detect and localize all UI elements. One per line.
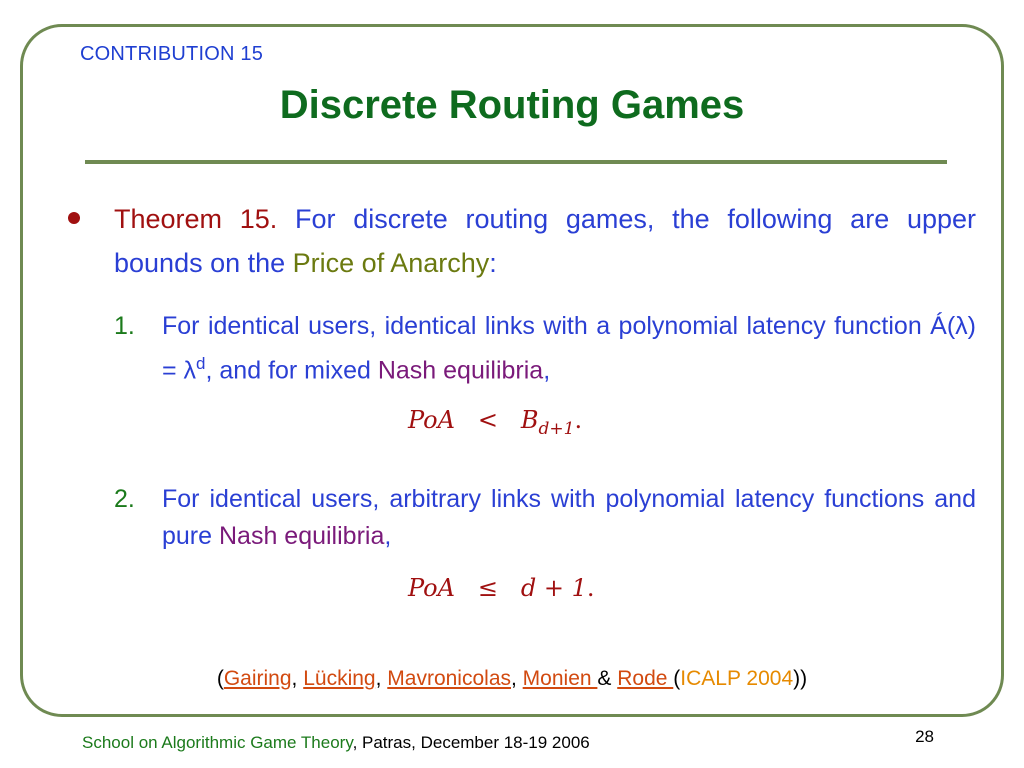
ref-close-paren: )) — [793, 667, 808, 690]
nash-equilibria-term: Nash equilibria — [377, 356, 544, 385]
references-line — [0, 667, 1024, 691]
formula-lhs: PoA — [408, 406, 455, 434]
price-of-anarchy-term: Price of Anarchy — [292, 248, 490, 278]
list-item — [114, 308, 976, 389]
author-link-monien[interactable]: Monien — [522, 667, 598, 690]
item-number: 1. — [114, 312, 135, 340]
page-number: 28 — [915, 727, 934, 746]
nash-equilibria-term: Nash equilibria — [218, 522, 385, 550]
slide-title: Discrete Routing Games — [279, 83, 745, 127]
section-label: CONTRIBUTION 15 — [80, 43, 264, 65]
footer-school: School on Algorithmic Game Theory — [82, 733, 353, 752]
formula-end: . — [586, 574, 595, 602]
theorem-text: For discrete routing games, the following are upper bounds on the — [114, 204, 976, 278]
footer-details: , Patras, December 18-19 2006 — [352, 733, 590, 752]
formula-poa-bound-1 — [408, 406, 582, 439]
item-text-cont: , and for mixed — [205, 356, 378, 385]
title-divider — [85, 160, 947, 164]
formula-rhs: d + 1 — [520, 574, 587, 602]
formula-rhs-base: B — [520, 406, 539, 434]
formula-poa-bound-2 — [408, 574, 595, 602]
author-link-rode[interactable]: Rode — [617, 667, 674, 690]
formula-relation: ≤ — [477, 574, 498, 602]
ref-venue-open: ( — [673, 667, 681, 690]
item-comma: , — [543, 356, 551, 385]
ref-separator: , — [511, 667, 523, 690]
author-link-gairing[interactable]: Gairing — [223, 667, 292, 690]
item-text: For identical users, arbitrary links with polynomial latency functions and pure — [162, 485, 976, 550]
list-item — [114, 481, 976, 555]
theorem-label: Theorem 15. — [114, 204, 278, 234]
item-text: For identical users, identical links with a polynomial latency function Á(λ) = λ — [162, 312, 976, 385]
exponent-d: d — [196, 354, 206, 373]
theorem-statement — [114, 197, 976, 285]
formula-relation: < — [477, 406, 498, 434]
ref-open-paren: ( — [216, 667, 224, 690]
ref-separator: , — [375, 667, 388, 690]
formula-end: . — [574, 406, 583, 434]
venue-label: ICALP 2004 — [680, 667, 794, 690]
item-comma: , — [384, 522, 392, 550]
author-link-mavronicolas[interactable]: Mavronicolas — [387, 667, 511, 690]
ref-separator: , — [291, 667, 304, 690]
footer — [82, 733, 590, 753]
formula-rhs-subscript: d+1 — [538, 418, 575, 439]
bullet-icon — [68, 212, 80, 224]
formula-lhs: PoA — [408, 574, 455, 602]
author-link-lucking[interactable]: Lücking — [303, 667, 376, 690]
theorem-colon: : — [489, 248, 497, 278]
ref-ampersand: & — [597, 667, 618, 690]
item-number: 2. — [114, 485, 135, 513]
